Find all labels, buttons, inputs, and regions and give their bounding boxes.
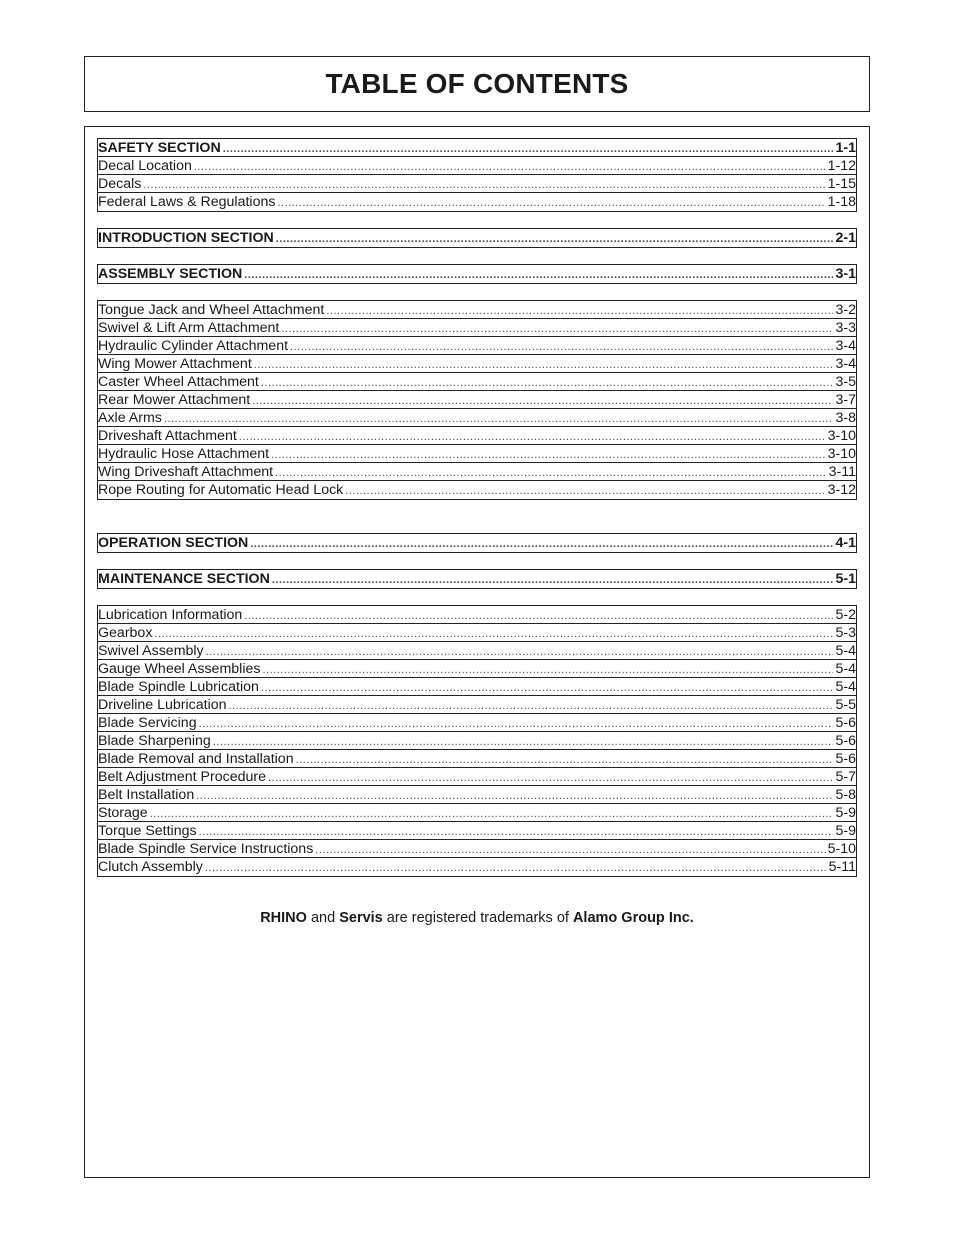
toc-entry-title: Clutch Assembly (98, 859, 203, 875)
toc-entry (98, 355, 856, 373)
toc-page-number: 5-4 (835, 661, 856, 677)
toc-section-heading (98, 229, 856, 247)
toc-entry-title: Wing Driveshaft Attachment (98, 464, 274, 480)
toc-entry-title: Driveshaft Attachment (98, 428, 237, 444)
toc-entry (98, 822, 856, 840)
toc-entry (98, 481, 856, 499)
toc-page-number: 5-4 (835, 643, 856, 659)
toc-page-number: 5-7 (835, 769, 856, 785)
toc-entry-title: Swivel Assembly (98, 643, 204, 659)
toc-group (97, 300, 857, 500)
toc-dot-leader (272, 571, 834, 588)
toc-dot-leader (143, 176, 825, 193)
toc-entry-title: Rear Mower Attachment (98, 392, 251, 408)
toc-entry (98, 804, 856, 822)
toc-entry (98, 732, 856, 750)
toc-entry-title: Wing Mower Attachment (98, 356, 252, 372)
toc-entry (98, 840, 856, 858)
toc-section-heading (98, 534, 856, 552)
title-box (84, 56, 870, 112)
toc-page-number: 5-10 (827, 841, 856, 857)
page-title: TABLE OF CONTENTS (325, 68, 629, 99)
toc-page-number: 3-11 (828, 464, 856, 480)
toc-dot-leader (244, 266, 833, 283)
toc-page-number: 3-1 (835, 266, 856, 282)
toc-page-number: 5-3 (835, 625, 856, 641)
toc-group (97, 533, 857, 553)
toc-entry-title: Axle Arms (98, 410, 162, 426)
toc-dot-leader (268, 769, 834, 786)
toc-entry (98, 606, 856, 624)
toc-page-number: 1-18 (827, 194, 856, 210)
toc-entry-title: Belt Adjustment Procedure (98, 769, 266, 785)
toc-entry (98, 696, 856, 714)
toc-dot-leader (150, 805, 834, 822)
toc-entry (98, 786, 856, 804)
trademark-notice (84, 910, 870, 926)
toc-dot-leader (239, 428, 826, 445)
toc-dot-leader (275, 464, 827, 481)
toc-entry-title: Caster Wheel Attachment (98, 374, 259, 390)
toc-dot-leader (277, 194, 825, 211)
toc-entry (98, 624, 856, 642)
toc-page-number: 2-1 (835, 230, 856, 246)
toc-entry-title: Blade Spindle Service Instructions (98, 841, 314, 857)
toc-page-number: 3-5 (835, 374, 856, 390)
toc-entry (98, 319, 856, 337)
toc-dot-leader (262, 661, 833, 678)
toc-dot-leader (244, 607, 833, 624)
toc-entry-title: Rope Routing for Automatic Head Lock (98, 482, 344, 498)
toc-page-number: 1-15 (827, 176, 856, 192)
toc-dot-leader (223, 140, 834, 157)
toc-entry (98, 193, 856, 211)
toc-dot-leader (194, 158, 826, 175)
toc-dot-leader (199, 715, 834, 732)
toc-page-number: 5-2 (835, 607, 856, 623)
toc-dot-leader (296, 751, 834, 768)
toc-section-heading (98, 570, 856, 588)
toc-group (97, 605, 857, 877)
toc-entry (98, 157, 856, 175)
toc-dot-leader (345, 482, 825, 499)
toc-dot-leader (206, 643, 834, 660)
toc-dot-leader (276, 230, 834, 247)
toc-entry-title: Blade Servicing (98, 715, 197, 731)
toc-page-number: 3-4 (835, 338, 856, 354)
toc-entry (98, 175, 856, 193)
toc-entry (98, 301, 856, 319)
toc-entry-title: Blade Removal and Installation (98, 751, 294, 767)
toc-entry-title: ASSEMBLY SECTION (98, 266, 243, 282)
toc-entry (98, 768, 856, 786)
toc-entry (98, 427, 856, 445)
trademark-text: are registered trademarks of (386, 910, 569, 926)
toc-entry (98, 660, 856, 678)
toc-entry (98, 337, 856, 355)
toc-page-number: 5-11 (828, 859, 856, 875)
toc-dot-leader (199, 823, 834, 840)
toc-entry-title: OPERATION SECTION (98, 535, 249, 551)
toc-dot-leader (213, 733, 834, 750)
toc-entry-title: Decals (98, 176, 142, 192)
toc-dot-leader (164, 410, 834, 427)
toc-entry (98, 409, 856, 427)
toc-group (97, 138, 857, 212)
toc-page-number: 5-5 (835, 697, 856, 713)
toc-dot-leader (254, 356, 834, 373)
toc-entry (98, 714, 856, 732)
toc-group (97, 228, 857, 248)
toc-entry (98, 642, 856, 660)
toc-entry-title: Hydraulic Hose Attachment (98, 446, 270, 462)
toc-page-number: 4-1 (835, 535, 856, 551)
toc-page-number: 3-7 (835, 392, 856, 408)
toc-entry-title: Blade Spindle Lubrication (98, 679, 259, 695)
toc-page-number: 3-2 (835, 302, 856, 318)
toc-entry-title: Swivel & Lift Arm Attachment (98, 320, 280, 336)
trademark-brand-rhino: RHINO (260, 910, 307, 926)
toc-section-heading (98, 265, 856, 283)
toc-dot-leader (229, 697, 834, 714)
toc-entry (98, 391, 856, 409)
toc-entry-title: Lubrication Information (98, 607, 243, 623)
toc-entry (98, 373, 856, 391)
toc-entry-title: Blade Sharpening (98, 733, 211, 749)
toc-entry-title: Hydraulic Cylinder Attachment (98, 338, 289, 354)
toc-page-number: 5-1 (835, 571, 856, 587)
toc-dot-leader (290, 338, 833, 355)
toc-page-number: 1-1 (835, 140, 856, 156)
toc-page-number: 3-12 (827, 482, 856, 498)
toc-dot-leader (205, 859, 827, 876)
toc-entry-title: Decal Location (98, 158, 192, 174)
toc-dot-leader (250, 535, 833, 552)
trademark-and: and (310, 910, 336, 926)
toc-entry (98, 463, 856, 481)
toc-page-number: 5-6 (835, 715, 856, 731)
toc-entry-title: INTRODUCTION SECTION (98, 230, 274, 246)
toc-page-number: 3-3 (835, 320, 856, 336)
toc-group (97, 569, 857, 589)
trademark-owner: Alamo Group Inc. (572, 910, 694, 926)
toc-entry-title: Belt Installation (98, 787, 195, 803)
toc-dot-leader (271, 446, 825, 463)
toc-entry-title: Driveline Lubrication (98, 697, 227, 713)
toc-dot-leader (261, 679, 834, 696)
toc-dot-leader (315, 841, 825, 858)
toc-entry (98, 750, 856, 768)
toc-entry (98, 445, 856, 463)
toc-page-number: 3-4 (835, 356, 856, 372)
toc-dot-leader (252, 392, 833, 409)
toc-page-number: 5-9 (835, 823, 856, 839)
toc-page-number: 3-8 (835, 410, 856, 426)
toc-group (97, 264, 857, 284)
toc-page-number: 3-10 (827, 446, 856, 462)
toc-entry-title: Gearbox (98, 625, 153, 641)
toc-page-number: 5-4 (835, 679, 856, 695)
toc-dot-leader (281, 320, 833, 337)
toc-entry-title: Tongue Jack and Wheel Attachment (98, 302, 325, 318)
toc-entry-title: Federal Laws & Regulations (98, 194, 276, 210)
toc-dot-leader (326, 302, 833, 319)
toc-entry-title: MAINTENANCE SECTION (98, 571, 270, 587)
toc-dot-leader (261, 374, 834, 391)
toc-entry (98, 858, 856, 876)
toc-entry-title: Torque Settings (98, 823, 197, 839)
trademark-brand-servis: Servis (339, 910, 383, 926)
toc-entry-title: Storage (98, 805, 148, 821)
toc-page-number: 5-8 (835, 787, 856, 803)
toc-page-number: 3-10 (827, 428, 856, 444)
toc-page-number: 5-6 (835, 751, 856, 767)
toc-dot-leader (196, 787, 833, 804)
toc-page-number: 5-9 (835, 805, 856, 821)
toc-page-number: 5-6 (835, 733, 856, 749)
toc-section-heading (98, 139, 856, 157)
toc-dot-leader (154, 625, 833, 642)
toc-entry-title: Gauge Wheel Assemblies (98, 661, 261, 677)
toc-page-number: 1-12 (827, 158, 856, 174)
toc-entry (98, 678, 856, 696)
toc-entry-title: SAFETY SECTION (98, 140, 221, 156)
